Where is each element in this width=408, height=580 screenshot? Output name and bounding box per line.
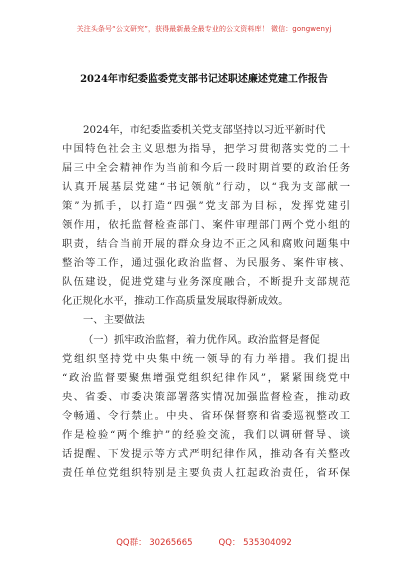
- body-line: 领作用，依托监督检查部门、案件审理部门两个党小组的: [62, 219, 350, 232]
- body-line: 话提醒、下发提示等方式严明纪律作风，推动各有关整改: [62, 447, 350, 460]
- footer-qq-group: QQ群： 30265665: [116, 538, 193, 548]
- body-line: “政治监督要聚焦增强党组织纪律作风”，紧紧围绕党中: [62, 371, 350, 384]
- body-line: 届三中全会精神作为当前和今后一段时期首要的政治任务: [62, 162, 350, 175]
- body-line: 作是检验“两个维护”的经验交流，我们以调研督导、谈: [62, 428, 350, 441]
- header-note: 关注头条号“公文研究”，获得最新最全最专业的公文资料库！ 微信：gongwenyj: [76, 25, 332, 33]
- body-line: 党组织坚持党中央集中统一领导的有力举措。我们提出: [62, 352, 350, 365]
- body-line: 化正规化水平，推动工作高质量发展取得新成效。: [62, 295, 289, 308]
- body-line: 整治等工作，通过强化政治监督、为民服务、案件审核、: [62, 257, 350, 270]
- footer-qq-number: QQ： 535304092: [218, 538, 292, 548]
- body-line: （一）抓牢政治监督，着力优作风。政治监督是督促: [83, 333, 320, 346]
- body-text: [62, 121, 350, 483]
- body-line: 2024年，市纪委监委机关党支部坚持以习近平新时代: [83, 124, 326, 136]
- body-line: 令畅通、令行禁止。中央、省环保督察和省委巡视整改工: [62, 409, 350, 422]
- body-line: 职责，结合当前开展的群众身边不正之风和腐败问题集中: [62, 238, 350, 251]
- body-line: 责任单位党组织特别是主要负责人扛起政治责任，省环保: [62, 466, 350, 479]
- body-line: 央、省委、市委决策部署落实情况加强监督检查，推动政: [62, 390, 350, 403]
- body-line: 认真开展基层党建“书记领航”行动，以“我为支部献一: [62, 181, 350, 194]
- footer-contact: [0, 536, 408, 548]
- document-title: 2024年市纪委监委党支部书记述职述廉述党建工作报告: [80, 74, 328, 85]
- body-line: 中国特色社会主义思想为指导，把学习贯彻落实党的二十: [62, 143, 350, 156]
- body-line: 一、主要做法: [83, 314, 145, 327]
- body-line: 策”为抓手，以打造“四强”党支部为目标，发挥党建引: [62, 200, 350, 213]
- body-line: 队伍建设，促进党建与业务深度融合，不断提升支部规范: [62, 276, 350, 289]
